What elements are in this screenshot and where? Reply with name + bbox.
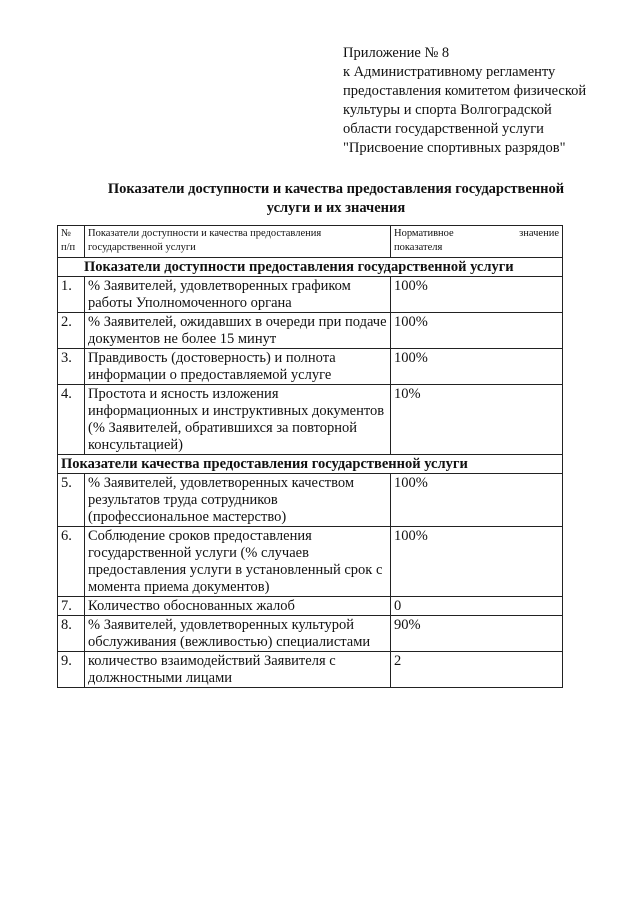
- appendix-line: области государственной услуги: [343, 121, 544, 137]
- row-value: 90%: [391, 616, 563, 652]
- row-number: 8.: [58, 616, 85, 652]
- section-row-availability: [58, 258, 563, 277]
- table-row: [58, 313, 563, 349]
- document-title-line: Показатели доступности и качества предоставления государственной: [107, 181, 565, 197]
- row-value: 100%: [391, 474, 563, 527]
- row-indicator: количество взаимодействий Заявителя с должностными лицами: [85, 652, 391, 688]
- header-value-line: показателя: [394, 242, 443, 253]
- row-number: 7.: [58, 597, 85, 616]
- appendix-line: предоставления комитетом физической: [343, 83, 587, 99]
- header-indicator: Показатели доступности и качества предоставления государственной услуги: [85, 226, 391, 258]
- table-row: [58, 277, 563, 313]
- appendix-line: "Присвоение спортивных разрядов": [343, 140, 566, 156]
- appendix-line: к Административному регламенту: [343, 64, 556, 80]
- indicators-table: [57, 225, 563, 688]
- header-number: № п/п: [58, 226, 85, 258]
- table-row: [58, 616, 563, 652]
- row-number: 3.: [58, 349, 85, 385]
- table-row: [58, 527, 563, 597]
- row-value: 100%: [391, 313, 563, 349]
- row-indicator: Количество обоснованных жалоб: [85, 597, 391, 616]
- row-value: 2: [391, 652, 563, 688]
- row-number: 1.: [58, 277, 85, 313]
- row-number: 5.: [58, 474, 85, 527]
- row-number: 9.: [58, 652, 85, 688]
- row-value: 0: [391, 597, 563, 616]
- table-row: [58, 597, 563, 616]
- row-value: 100%: [391, 349, 563, 385]
- row-indicator: % Заявителей, удовлетворенных качеством результатов труда сотрудников (профессиональное мастерство): [85, 474, 391, 527]
- row-indicator: Простота и ясность изложения информационных и инструктивных документов (% Заявителей, обратившихся за повторной консультацией): [85, 385, 391, 455]
- header-value-line: Нормативное значение: [394, 228, 559, 239]
- appendix-line: Приложение № 8: [343, 45, 450, 61]
- row-indicator: % Заявителей, удовлетворенных графиком работы Уполномоченного органа: [85, 277, 391, 313]
- section-title: Показатели доступности предоставления государственной услуги: [58, 258, 563, 277]
- table-row: [58, 349, 563, 385]
- section-row-quality: [58, 455, 563, 474]
- section-title: Показатели качества предоставления государственной услуги: [58, 455, 563, 474]
- appendix-header: [343, 44, 633, 158]
- row-indicator: Соблюдение сроков предоставления государственной услуги (% случаев предоставления услуги в установленный срок с момента приема документов): [85, 527, 391, 597]
- table-row: [58, 474, 563, 527]
- row-value: 10%: [391, 385, 563, 455]
- row-value: 100%: [391, 527, 563, 597]
- table-row: [58, 385, 563, 455]
- row-indicator: Правдивость (достоверность) и полнота информации о предоставляемой услуге: [85, 349, 391, 385]
- row-indicator: % Заявителей, удовлетворенных культурой обслуживания (вежливостью) специалистами: [85, 616, 391, 652]
- row-number: 2.: [58, 313, 85, 349]
- document-title: [70, 180, 602, 218]
- document-title-line: услуги и их значения: [266, 200, 406, 216]
- appendix-line: культуры и спорта Волгоградской: [343, 102, 552, 118]
- row-number: 6.: [58, 527, 85, 597]
- row-number: 4.: [58, 385, 85, 455]
- row-value: 100%: [391, 277, 563, 313]
- header-value: [391, 226, 563, 258]
- row-indicator: % Заявителей, ожидавших в очереди при подаче документов не более 15 минут: [85, 313, 391, 349]
- table-header-row: [58, 226, 563, 258]
- table-row: [58, 652, 563, 688]
